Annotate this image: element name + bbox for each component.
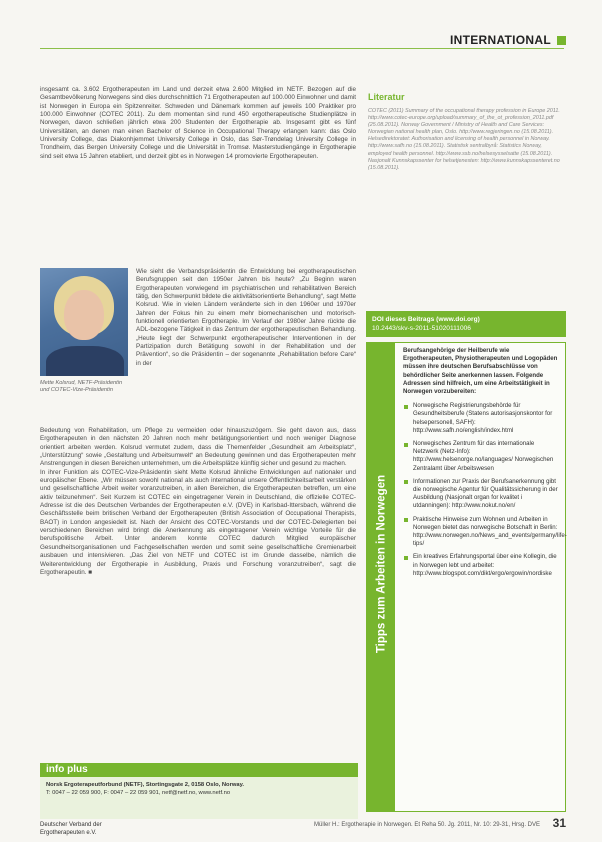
list-item: Norwegisches Zentrum für das internationale Netzwerk (Netz-Info): http://www.helsenorge.no/languages/ Norwegischen Zentralamt über Arbeitswesen [403,440,561,473]
tips-intro: Berufsangehörige der Heilberufe wie Ergotherapeuten, Physiotherapeuten und Logopäden müssen ihre deutschen Berufsabschlüsse von behördlicher Seite anerkennen lassen. Folgende Adressen sind hilfreich, um eine Arbeitstätigkeit in Norwegen vorzubereiten: [403,347,558,396]
bullet-icon [404,518,408,522]
page-number: 31 [552,816,566,830]
list-item: Norwegische Registrierungsbehörde für Gesundheitsberufe (Statens autorisasjonskontor for helsepersonell, SAFH): http://www.safh.no/english/index.html [403,402,561,435]
literature-title: Literatur [368,92,405,102]
section-header [450,33,566,47]
info-contact: T: 0047 – 22 059 900, F: 0047 – 22 059 901, netf@netf.no, www.netf.no [46,790,231,796]
article-body [40,427,356,577]
bullet-icon [404,443,408,447]
article-wrap-text [136,268,356,368]
tips-list [403,402,567,578]
portrait-photo [40,268,128,376]
info-plus-title: info plus [40,763,358,777]
literature-section [368,92,564,172]
list-item: Ein kreatives Erfahrungsportal über eine Kollegin, die in Norwegen lebt und arbeitet: http://www.blogspot.com/dikt/ergo/ergowin/nordiske [403,553,561,578]
footer-citation: Müller H.: Ergotherapie in Norwegen. Et Reha 50. Jg. 2011, Nr. 10: 29-31, Hrsg. DVE [313,822,540,828]
section-title: INTERNATIONAL [449,33,551,47]
article-intro [40,86,356,161]
bullet-icon [404,480,408,484]
info-plus-box [40,763,358,819]
literature-list: COTEC (2011) Summary of the occupational therapy profession in Europe 2011. http://www.cotec-europe.org/upload/summary_of_the_ot_profession_2011.pdf (25.08.2011). Norway Government / Ministry of Health and Care Services: Norwegian national health plan, Oslo. http://www.regjeringen.no (15.08.2011). Helsedirektoratet: Authorisation and licensing of health personnel in Norway. http://www.safh.no (15.08.2011). Statistisk sentralbyrå: Statistics Norway, employed health personnel. http://www.ssb.no/helsesysselsatte (15.08.2011). Nasjonalt Kunnskapssenter for helsetjenesten: http://www.kunnskapssenteret.no (15.08.2011). [368,108,560,171]
tips-box [366,342,566,812]
paragraph: In ihrer Funktion als COTEC-Vize-Präsidentin sieht Mette Kolsrud ähnliche Entwicklungen auf nationaler und europäischer Ebene. „Wir müssen sowohl national als auch international unsere Öffentlichkeitsarbeit verstärken und gesellschaftliche Arbeit weiter voranzutreiben, in allen Bereichen, die Ergotherapeuten betreffen, um eine aktiv teilzunehmen“. Seit Kurzem ist COTEC ein eingetragener Verein in Deutschland, die offizielle COTEC-Adresse ist die des Deutschen Verbandes der Ergotherapeuten e.V. (DVE) in Karlsbad-Ittersbach, während die Geschäftsstelle beim britischen Verband der Ergotherapeuten (British Association of Occupational Therapists, BAOT) in London angesiedelt ist. Nach der Ansicht des COTEC-Vorstands und der COTEC-Delegierten bei verschiedenen Bereichen wird bringt die Anerkennung als eingetragener Verein wichtige Vorteile für die berufspolitische Arbeit. Unter anderem konnte COTEC dadurch Mitglied europäischer Gesundheitsorganisationen und Fachgesellschaften werden und somit seine gesellschaftliche Gremienarbeit ausbauen und intensivieren. „Das Ziel von NETF und COTEC ist im Grunde dasselbe, nämlich die Weiterentwicklung der Ergotherapie in Ausbildung, Praxis und Forschung voranzutreiben“, sagt die Ergotherapeutin. ■ [40,468,356,576]
green-square-icon [557,36,566,45]
bullet-icon [404,556,408,560]
bullet-icon [404,405,408,409]
header-rule [40,48,564,49]
paragraph: Wie sieht die Verbandspräsidentin die Entwicklung bei ergotherapeutischen Berufsgruppen seit den 1950er Jahren bis heute? „Zu Beginn waren Ergotherapeuten vorwiegend im psychiatrischen und rehabilitativen Bereich tätig, den Schwerpunkt bildete die aktivitätsorientierte Behandlung“, sagt Mette Kolsrud. Wie in vielen Ländern veränderte sich in den 1960er und 1970er Jahren der Fokus hin zu einem mehr biomechanischen und motorisch-funktionell orientierten Ergotherapie. Im Verlauf der 1980er Jahre rückte die ADL-bezogene Tätigkeit in das Zentrum der ergotherapeutischen Behandlung. „Heute liegt der Schwerpunkt ergotherapeutischer Interventionen in der Partizipation durch Betätigung sowohl in der Rehabilitation und der Prävention“, so die Präsidentin – der sogenannte „Rehabilitation before Care“ in der [136,268,356,367]
paragraph: insgesamt ca. 3.602 Ergotherapeuten im Land und derzeit etwa 2.600 Mitglied im NETF. Bezogen auf die Gesamtbevölkerung Norwegens sind dies durchschnittlich 71 Ergotherapeuten auf 100.000 Einwohner und damit ist Norwegen in Europa ein Spitzenreiter. Schweden und Dänemark kommen auf jeweils 100 Praktiker pro 100.000 Einwohner (COTEC 2011). Zu dem momentan sind rund 450 ergotherapeutische Studienplätze in Norwegen, davon schließen jährlich etwa 200 Studenten der Ergotherapie ab. Insgesamt gibt es fünf Universitäten, an denen man einen Bachelor of Science in Occupational Therapy erlangen kann: das Oslo University College, das Diakonhjemmet University College in Oslo, das Sør-Trøndelag University College in Trondheim, das Bergen University College und die Universität in Tromsø. Masterstudiengänge in Ergotherapie sind seit etwa 15 Jahren etabliert, und derzeit gibt es in Norwegen 14 promovierte Ergotherapeuten. [40,86,356,160]
doi-label: DOI dieses Beitrags (www.doi.org) [372,316,480,323]
paragraph: Bedeutung von Rehabilitation, um Pflege zu vermeiden oder hinauszuzögern. Sie geht davon aus, dass Ergotherapeuten in den nächsten 20 Jahren noch mehr betätigungsorientiert und noch weniger Diagnose orientiert arbeiten werden. Kolsrud vermutet zudem, dass die Themenfelder „Gesundheit am Arbeitsplatz“, „Unterstützung“ sowie „Gestaltung und Arbeitsumwelt“ an Bedeutung gewinnen und das Ergotherapeuten mehr Anstrengungen in diesen Bereichen unternehmen, um die Arbeitsplätze künftig sicher und gesund zu machen. [40,427,356,468]
footer-org: Deutscher Verband der Ergotherapeuten e.V. [40,822,102,836]
doi-value[interactable]: 10.2443/skv-s-2011-51020111006 [372,325,471,332]
tips-vertical-title: Tipps zum Arbeiten in Norwegen [375,474,388,654]
list-item: Informationen zur Praxis der Berufsanerkennung gibt die norwegische Agentur für Qualitätssicherung in der Ausbildung (Nasjonalt organ for kvalitet i utdanningen): http://www.nokut.no/en/ [403,478,561,511]
photo-caption: Mette Kolsrud, NETF-Präsidentin und COTEC-Vize-Präsidentin [40,380,123,393]
info-address: Norsk Ergoterapeutforbund (NETF), Stortingsgate 2, 0158 Oslo, Norway. [46,782,244,788]
tips-sidebar [367,343,395,811]
list-item: Praktische Hinweise zum Wohnen und Arbeiten in Norwegen bietet das norwegische Botschaft in Berlin: http://www.norwegen.no/News_and_events/germany/life-tips/ [403,516,561,549]
doi-box [366,311,566,337]
